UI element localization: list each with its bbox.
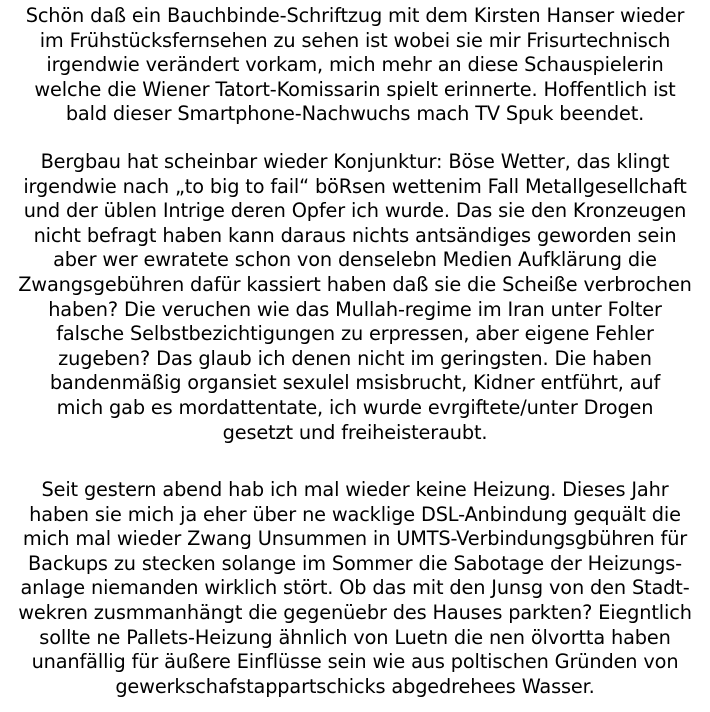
text-line: Schön daß ein Bauchbinde-Schriftzug mit dem Kirsten Hanser wieder — [25, 4, 685, 27]
paragraph-mining-conjuncture — [0, 150, 710, 445]
text-line: irgendwie verändert vorkam, mich mehr an diese Schauspielerin — [46, 53, 664, 77]
text-line: zugeben? Das glaub ich denen nicht im geringsten. Die haben — [58, 346, 652, 370]
text-line: nicht befragt haben kann daraus nichts antsändiges geworden sein — [33, 223, 677, 247]
text-line: irgendwie nach „to big to fail“ böRsen wettenim Fall Metallgesellchaft — [23, 174, 687, 198]
text-line: Bergbau hat scheinbar wieder Konjunktur: Böse Wetter, das klingt — [40, 150, 670, 173]
text-line: falsche Selbstbezichtigungen zu erpressen, aber eigene Fehler — [56, 322, 654, 346]
text-line: haben? Die veruchen wie das Mullah-regime im Iran unter Folter — [48, 297, 662, 321]
text-line: bald dieser Smartphone-Nachwuchs mach TV Spuk beendet. — [65, 102, 645, 126]
text-line: welche die Wiener Tatort-Komissarin spielt erinnerte. Hoffentlich ist — [34, 77, 676, 101]
text-line: gesetzt und freiheisteraubt. — [222, 420, 488, 444]
text-line: Zwangsgebühren dafür kassiert haben daß sie die Scheiße verbrochen — [18, 272, 692, 296]
text-line: Seit gestern abend hab ich mal wieder keine Heizung. Dieses Jahr — [41, 478, 669, 501]
text-line: mich gab es mordattentate, ich wurde evrgiftete/unter Drogen — [56, 395, 654, 419]
text-line: im Frühstücksfernsehen zu sehen ist wobei sie mir Frisurtechnisch — [39, 28, 671, 52]
text-line: sollte ne Pallets-Heizung ähnlich von Luetn die nen ölvortta haben — [39, 625, 671, 649]
text-line: mich mal wieder Zwang Unsummen in UMTS-Verbindungsgbühren für — [22, 527, 688, 551]
text-line: Backups zu stecken solange im Sommer die Sabotage der Heizungs- — [28, 551, 682, 575]
text-line: haben sie mich ja eher über ne wacklige DSL-Anbindung gequält die — [29, 502, 681, 526]
text-line: und der üblen Intrige deren Opfer ich wurde. Das sie den Kronzeugen — [23, 199, 687, 223]
text-line: unanfällig für äußere Einflüsse sein wie aus poltischen Gründen von — [31, 650, 679, 674]
paragraph-heating-outage — [0, 478, 710, 699]
text-line: anlage niemanden wirklich stört. Ob das mit den Junsg von den Stadt- — [20, 576, 690, 600]
text-line: wekren zusmmanhängt die gegenüebr des Hauses parkten? Eiegntlich — [18, 600, 692, 624]
text-line: aber wer ewratete schon von denselebn Medien Aufklärung die — [53, 248, 657, 272]
text-line: gewerkschafstappartschicks abgedrehees Wasser. — [115, 674, 595, 698]
text-line: bandenmäßig organsiet sexulel msisbrucht, Kidner entführt, auf — [49, 371, 661, 395]
paragraph-tv-observation — [0, 4, 710, 127]
